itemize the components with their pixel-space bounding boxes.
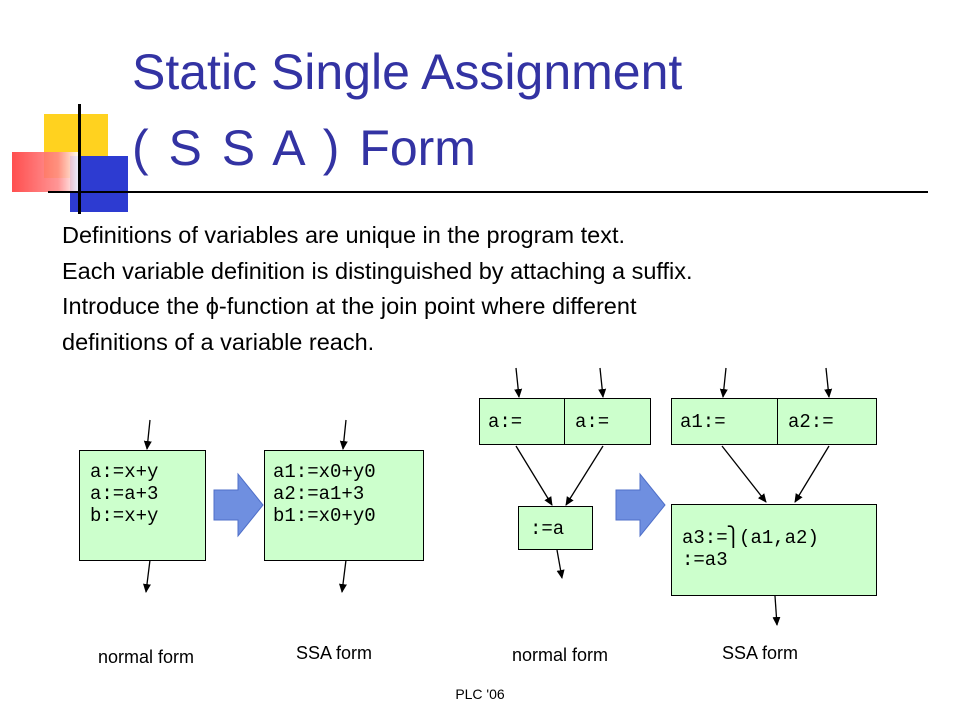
arrow-into-ssa-left-def	[723, 368, 726, 397]
code-line: :=a	[530, 518, 565, 540]
description-line-4: definitions of a variable reach.	[62, 328, 375, 355]
arrow-right-to-join	[566, 446, 603, 505]
arrow-into-ssa-block	[343, 420, 346, 449]
arrow-into-normal-block	[147, 420, 150, 449]
code-line: b1:=x0+y0	[273, 505, 376, 527]
ssa-form-caption-2: SSA form	[722, 643, 799, 663]
ssa-phi-join-block	[671, 504, 877, 596]
normal-form-caption-1: normal form	[98, 647, 195, 667]
ssa-code-block	[264, 450, 424, 561]
arrow-into-ssa-right-def	[826, 368, 829, 397]
ssa-left-definition-block	[671, 398, 778, 445]
phi-assignment-line: a3:=⎫(a1,a2)	[682, 527, 819, 549]
ssa-form-caption-1: SSA form	[296, 643, 373, 663]
code-line: a2:=	[788, 411, 834, 433]
transform-arrow-1	[214, 474, 263, 536]
ssa-right-definition-block	[777, 398, 877, 445]
title-line-1: Static Single Assignment	[132, 44, 683, 100]
arrow-out-of-join	[557, 550, 562, 578]
normal-form-caption-2: normal form	[512, 645, 609, 665]
code-line: a:=	[488, 411, 523, 433]
arrow-into-right-def	[600, 368, 603, 397]
description-line-1: Definitions of variables are unique in the program text.	[62, 222, 626, 248]
description-line-3: Introduce the ϕ-function at the join point where different	[62, 293, 637, 319]
right-definition-block	[564, 398, 651, 445]
code-line: a2:=a1+3	[273, 483, 365, 505]
arrow-ssa-right-to-join	[795, 446, 829, 502]
arrow-out-of-ssa-block	[342, 560, 346, 592]
code-line: b:=x+y	[90, 505, 159, 527]
code-line: a1:=	[680, 411, 726, 433]
title-line-2: ( S S A ) Form	[132, 120, 476, 176]
left-definition-block	[479, 398, 565, 445]
arrow-into-left-def	[516, 368, 519, 397]
code-line: a1:=x0+y0	[273, 461, 376, 483]
description-line-2: Each variable definition is distinguished by attaching a suffix.	[62, 257, 693, 284]
arrow-left-to-join	[516, 446, 552, 505]
code-line: :=a3	[682, 549, 728, 571]
arrow-out-of-normal-block	[146, 560, 150, 592]
normal-code-block	[79, 450, 206, 561]
join-use-block	[518, 506, 593, 550]
footer-text: PLC '06	[455, 686, 505, 702]
transform-arrow-2	[616, 474, 665, 536]
arrow-ssa-left-to-join	[722, 446, 766, 502]
code-line: a:=x+y	[90, 461, 159, 483]
code-line: a:=a+3	[90, 483, 159, 505]
arrow-out-of-ssa-join	[775, 596, 777, 625]
code-line: a:=	[575, 411, 610, 433]
